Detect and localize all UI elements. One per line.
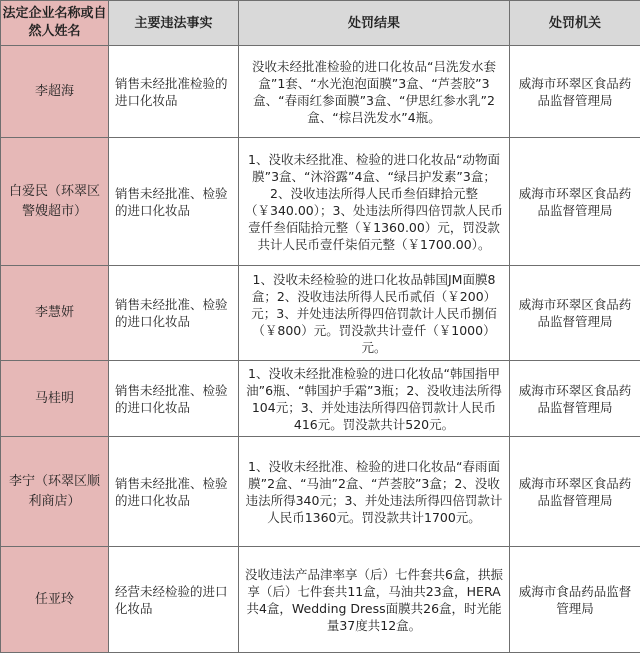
header-row (1, 1, 640, 46)
row-org: 威海市环翠区食品药品监督管理局 (510, 138, 640, 266)
row-name: 李慧妍 (1, 266, 109, 361)
row-name: 任亚玲 (1, 547, 109, 653)
row-result: 没收违法产品津率享（后）七件套共6盒，拱振享（后）七件套共11盒，马油共23盒，HERA共4盒，Wedding Dress面膜共26盒，时光能量37度共12盒。 (239, 547, 510, 653)
row-result: 1、没收未经批准检验的进口化妆品“韩国指甲油”6瓶、“韩国护手霜”3瓶；2、没收违法所得104元；3、并处违法所得四倍罚款计人民币416元。罚没款共计520元。 (239, 361, 510, 437)
table-row (1, 46, 640, 138)
row-result: 1、没收未经批准、检验的进口化妆品“动物面膜”3盒、“沐浴露”4盒、“绿吕护发素”3盒；2、没收违法所得人民币叁佰肆拾元整（￥340.00）；3、处违法所得四倍罚款人民币壹仟叁佰陆拾元整（￥1360.00）元，罚没款共计人民币壹仟柒佰元整（￥1700.00）。 (239, 138, 510, 266)
table-row (1, 266, 640, 361)
row-org: 威海市环翠区食品药品监督管理局 (510, 266, 640, 361)
row-result: 没收未经批准检验的进口化妆品“吕洗发水套盒”1套、“水光泡泡面膜”3盒、“芦荟胶”3盒、“春雨红参面膜”3盒、“伊思红参水乳”2盒、“棕吕洗发水”4瓶。 (239, 46, 510, 138)
header-result: 处罚结果 (239, 1, 510, 46)
row-org: 威海市环翠区食品药品监督管理局 (510, 46, 640, 138)
row-org: 威海市食品药品监督管理局 (510, 547, 640, 653)
table-row (1, 138, 640, 266)
header-fact: 主要违法事实 (109, 1, 239, 46)
row-fact: 销售未经批准、检验的进口化妆品 (109, 138, 239, 266)
header-name: 法定企业名称或自然人姓名 (1, 1, 109, 46)
table-row (1, 361, 640, 437)
row-name: 李宁（环翠区顺利商店） (1, 437, 109, 547)
row-name: 白爱民（环翠区警嫂超市） (1, 138, 109, 266)
row-fact: 销售未经批准检验的进口化妆品 (109, 46, 239, 138)
table-row (1, 547, 640, 653)
row-result: 1、没收未经批准、检验的进口化妆品“春雨面膜”2盒、“马油”2盒、“芦荟胶”3盒；2、没收违法所得340元；3、并处违法所得四倍罚款计人民币1360元。罚没款共计1700元。 (239, 437, 510, 547)
row-name: 李超海 (1, 46, 109, 138)
row-fact: 销售未经批准、检验的进口化妆品 (109, 266, 239, 361)
header-org: 处罚机关 (510, 1, 640, 46)
row-org: 威海市环翠区食品药品监督管理局 (510, 437, 640, 547)
row-fact: 经营未经检验的进口化妆品 (109, 547, 239, 653)
row-result: 1、没收未经检验的进口化妆品韩国JM面膜8盒；2、没收违法所得人民币贰佰（￥200）元；3、并处违法所得四倍罚款计人民币捌佰（￥800）元。罚没款共计壹仟（￥1000）元。 (239, 266, 510, 361)
row-name: 马桂明 (1, 361, 109, 437)
row-fact: 销售未经批准、检验的进口化妆品 (109, 361, 239, 437)
table-row (1, 437, 640, 547)
row-fact: 销售未经批准、检验的进口化妆品 (109, 437, 239, 547)
row-org: 威海市环翠区食品药品监督管理局 (510, 361, 640, 437)
